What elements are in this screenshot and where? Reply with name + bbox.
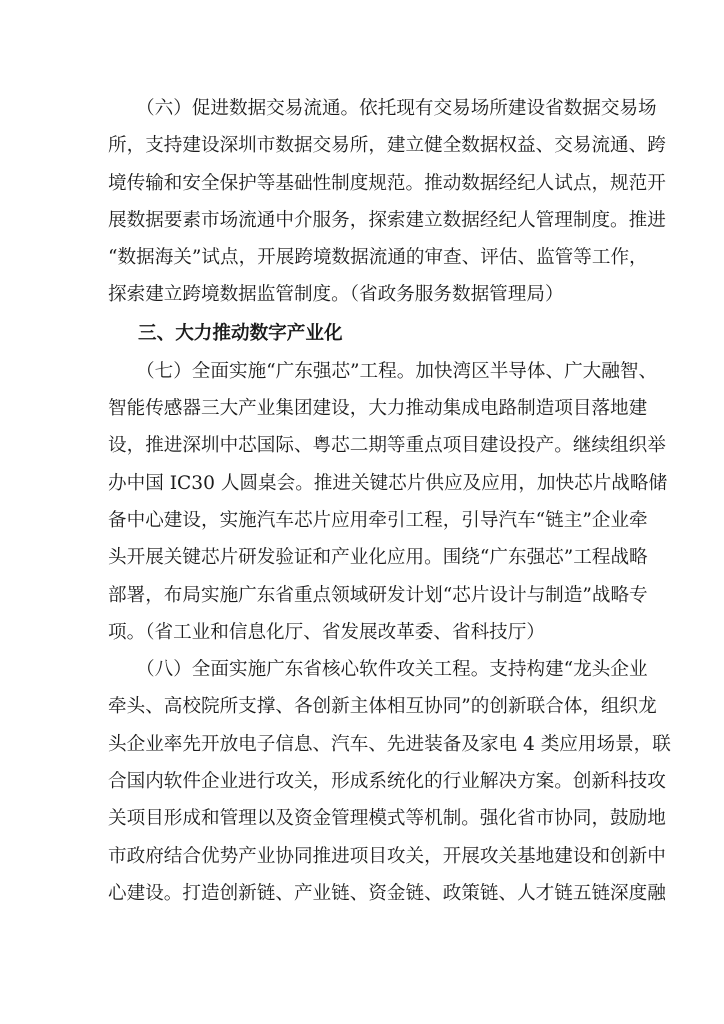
section-heading: 三、大力推动数字产业化 [138, 322, 343, 344]
paragraph-8 [108, 651, 671, 912]
text-line: 关项目形成和管理以及资金管理模式等机制。强化省市协同，鼓励地 [108, 808, 666, 830]
text-line: “数据海关”试点，开展跨境数据流通的审查、评估、监管等工作， [108, 247, 648, 269]
paragraph-7 [108, 353, 668, 651]
text-line: （六）促进数据交易流通。依托现有交易场所建设省数据交易场 [136, 98, 657, 119]
text-line: 境传输和安全保护等基础性制度规范。推动数据经纪人试点，规范开 [108, 172, 666, 194]
text-line: 头开展关键芯片研发验证和产业化应用。围绕“广东强芯”工程战略 [108, 547, 648, 569]
text-line: 智能传感器三大产业集团建设，大力推动集成电路制造项目落地建 [108, 398, 648, 420]
paragraph-6 [108, 90, 666, 314]
text-line: 备中心建设，实施汽车芯片应用牵引工程，引导汽车“链主”企业牵 [108, 509, 648, 531]
text-line: 心建设。打造创新链、产业链、资金链、政策链、人才链五链深度融 [108, 882, 666, 904]
text-line: 展数据要素市场流通中介服务，探索建立数据经纪人管理制度。推进 [108, 209, 666, 231]
text-line: 所，支持建设深圳市数据交易所，建立健全数据权益、交易流通、跨 [108, 135, 666, 157]
text-line: 牵头、高校院所支撑、各创新主体相互协同”的创新联合体，组织龙 [108, 696, 657, 718]
text-line: 设，推进深圳中芯国际、粤芯二期等重点项目建设投产。继续组织举 [108, 435, 666, 457]
text-line: 项。（省工业和信息化厅、省发展改革委、省科技厅） [108, 621, 545, 643]
text-line: 合国内软件企业进行攻关，形成系统化的行业解决方案。创新科技攻 [108, 771, 666, 793]
text-line: 头企业率先开放电子信息、汽车、先进装备及家电 4 类应用场景，联 [108, 733, 671, 755]
text-line: （八）全面实施广东省核心软件攻关工程。支持构建“龙头企业 [136, 659, 648, 681]
text-line: 探索建立跨境数据监管制度。（省政务服务数据管理局） [108, 284, 564, 306]
text-line: （七）全面实施“广东强芯”工程。加快湾区半导体、广大融智、 [136, 360, 658, 382]
text-line: 办中国 IC30 人圆桌会。推进关键芯片供应及应用，加快芯片战略储 [108, 472, 668, 494]
document-page [108, 90, 671, 912]
text-line: 部署，布局实施广东省重点领域研发计划“芯片设计与制造”战略专 [108, 584, 648, 606]
text-line: 市政府结合优势产业协同推进项目攻关，开展攻关基地建设和创新中 [108, 845, 666, 867]
